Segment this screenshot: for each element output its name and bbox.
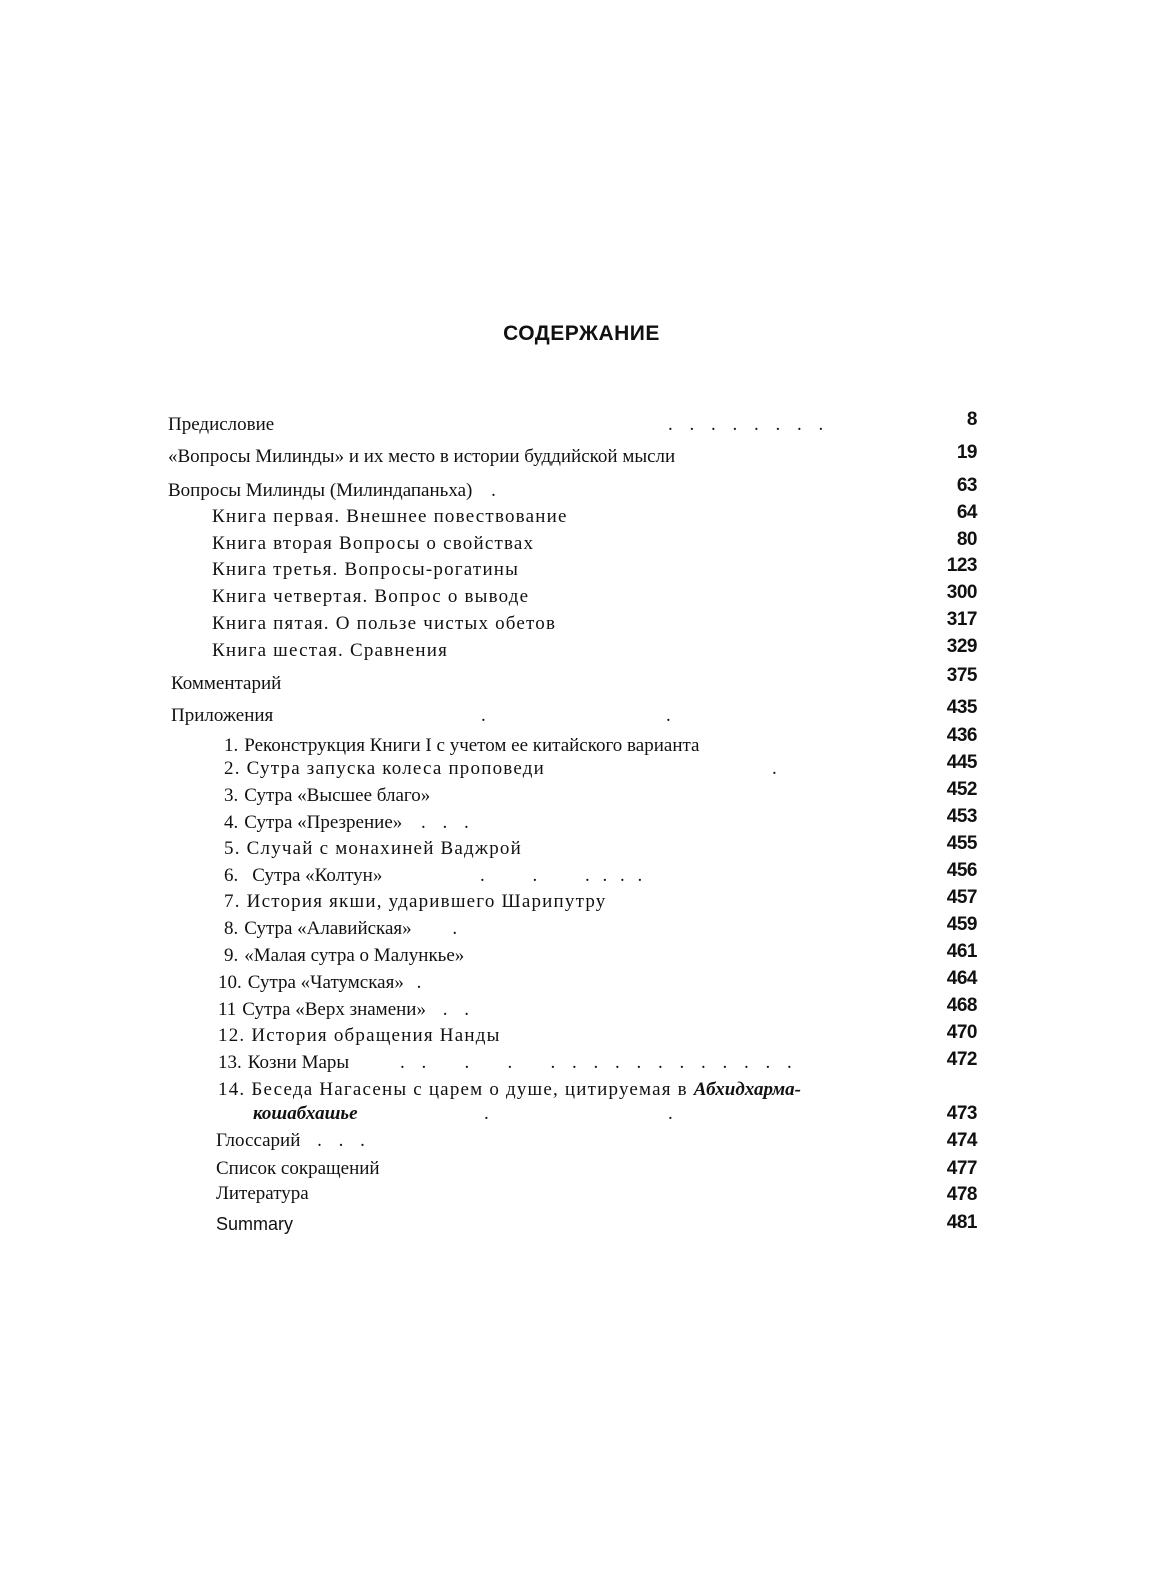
toc-leader: . . . — [421, 812, 475, 833]
toc-page-number: 329 — [946, 636, 977, 657]
toc-entry-number: 5. — [224, 838, 241, 859]
toc-leader: . . . — [317, 1130, 371, 1151]
toc-entry-number: 9. — [224, 945, 239, 966]
toc-entry-text: Книга третья. Вопросы-рогатины — [212, 559, 520, 580]
toc-leader: . . . . . . . . . . . . . . . . — [400, 1052, 798, 1073]
toc-leader: . — [452, 918, 464, 939]
toc-entry-text: Сутра «Алавийская» — [244, 918, 412, 939]
toc-entry-text: Литература — [216, 1183, 309, 1204]
toc-entry-text: Книга пятая. О пользе чистых обетов — [212, 613, 557, 634]
toc-page-number: 478 — [946, 1184, 977, 1205]
toc-page-number: 453 — [946, 806, 977, 827]
toc-entry-number: 8. — [224, 918, 239, 939]
toc-page-number: 464 — [946, 968, 977, 989]
toc-entry-text: Сутра «Колтун» — [252, 865, 383, 886]
toc-page-number: 19 — [956, 442, 977, 463]
toc-entry — [212, 583, 529, 611]
toc-entry — [171, 702, 671, 730]
toc-entry-text: Список сокращений — [216, 1158, 380, 1179]
toc-leader: . — [772, 758, 777, 779]
toc-page-number: 452 — [946, 779, 977, 800]
toc-entry-number: 4. — [224, 812, 239, 833]
toc-entry-text: Комментарий — [171, 673, 282, 694]
toc-page-number: 459 — [946, 914, 977, 935]
toc-entry-text: История обращения Нанды — [251, 1025, 501, 1046]
toc-entry — [218, 996, 475, 1024]
toc-entry-text: Козни Мары — [247, 1052, 350, 1073]
toc-page-number: 435 — [946, 697, 977, 718]
toc-page-number: 123 — [946, 555, 977, 576]
toc-entry-number: 7. — [224, 891, 241, 912]
toc-page-number: 64 — [956, 502, 977, 523]
toc-entry-text: История якши, ударившего Шарипутру — [246, 891, 607, 912]
toc-entry — [212, 530, 534, 558]
toc-entry-text: Глоссарий — [216, 1130, 301, 1151]
toc-page-number: 477 — [946, 1158, 977, 1179]
toc-entry — [216, 1210, 293, 1238]
toc-leader: . — [484, 1103, 489, 1124]
toc-leader: . . — [442, 999, 475, 1020]
toc-entry — [224, 835, 522, 863]
toc-entry — [216, 1127, 371, 1155]
page-title: СОДЕРЖАНИЕ — [503, 322, 660, 345]
toc-entry-text: Предисловие — [168, 414, 275, 435]
toc-entry — [224, 809, 475, 837]
toc-entry-text: «Вопросы Милинды» и их место в истории буддийской мысли — [168, 446, 676, 467]
toc-entry-number: 12. — [218, 1025, 246, 1046]
toc-entry — [253, 1100, 673, 1128]
toc-entry — [216, 1180, 309, 1208]
toc-entry-number: 6. — [224, 865, 239, 886]
toc-page-number: 80 — [956, 529, 977, 550]
toc-page-number: 481 — [946, 1212, 977, 1233]
toc-entry-text: Сутра «Верх знамени» — [242, 999, 426, 1020]
toc-entry — [224, 942, 464, 970]
toc-page-number: 472 — [946, 1049, 977, 1070]
toc-entry-text: Приложения — [171, 705, 274, 726]
toc-entry — [168, 411, 830, 439]
toc-entry-text: Книга четвертая. Вопрос о выводе — [212, 586, 530, 607]
toc-entry-number: 13. — [218, 1052, 242, 1073]
toc-entry-text-italic: кошабхашье — [253, 1103, 358, 1124]
toc-entry — [218, 1049, 798, 1077]
toc-entry — [224, 915, 463, 943]
toc-page-number: 317 — [946, 609, 977, 630]
toc-entry-text: Случай с монахиней Ваджрой — [246, 838, 522, 859]
toc-entry-text: Книга вторая Вопросы о свойствах — [212, 533, 535, 554]
toc-page-number: 8 — [966, 409, 977, 430]
toc-page-number: 457 — [946, 887, 977, 908]
toc-leader: . — [481, 705, 486, 726]
toc-entry — [168, 443, 675, 471]
toc-leader: . — [666, 705, 671, 726]
toc-entry-text: Сутра «Чатумская» — [247, 972, 404, 993]
toc-entry-text: Книга шестая. Сравнения — [212, 640, 449, 661]
toc-page-number: 300 — [946, 582, 977, 603]
toc-entry-text: Вопросы Милинды (Милиндапаньха) — [168, 480, 473, 501]
toc-page-number: 456 — [946, 860, 977, 881]
toc-leader: . — [668, 1103, 673, 1124]
toc-entry-text: Реконструкция Книги I с учетом ее китайского варианта — [244, 735, 700, 756]
toc-entry-text: Сутра «Презрение» — [244, 812, 403, 833]
toc-leader: . — [416, 972, 428, 993]
toc-entry-text: Сутра запуска колеса проповеди — [246, 758, 545, 779]
toc-entry-number: 14. — [218, 1079, 246, 1100]
toc-entry — [224, 862, 647, 890]
toc-leader: . — [491, 480, 502, 501]
toc-entry — [224, 888, 607, 916]
toc-entry — [224, 782, 430, 810]
toc-entry-text-italic: Абхидхарма- — [693, 1079, 801, 1100]
toc-page-number: 470 — [946, 1022, 977, 1043]
toc-page-number: 461 — [946, 941, 977, 962]
toc-entry-number: 3. — [224, 785, 239, 806]
toc-entry-number: 11 — [218, 999, 237, 1020]
toc-entry-text: Книга первая. Внешнее повествование — [212, 506, 568, 527]
toc-page-number: 468 — [946, 995, 977, 1016]
toc-entry-number: 1. — [224, 735, 239, 756]
toc-entry-text: Беседа Нагасены с царем о душе, цитируемая в — [251, 1079, 688, 1100]
toc-entry-text: Сутра «Высшее благо» — [244, 785, 431, 806]
toc-page-number: 436 — [946, 725, 977, 746]
toc-page-number: 63 — [956, 475, 977, 496]
toc-entry-number: 2. — [224, 758, 241, 779]
toc-entry — [218, 969, 427, 997]
toc-entry — [212, 637, 448, 665]
toc-leader: . . . . . . — [480, 865, 647, 886]
toc-entry — [171, 670, 281, 698]
toc-entry — [216, 1155, 380, 1183]
toc-page-number: 375 — [946, 665, 977, 686]
toc-entry-text: Summary — [216, 1214, 294, 1234]
toc-entry — [218, 1022, 501, 1050]
toc-page-number: 473 — [946, 1103, 977, 1124]
toc-entry — [212, 610, 556, 638]
toc-leader: . . . . . . . . — [668, 414, 830, 435]
toc-entry-number: 10. — [218, 972, 242, 993]
toc-page-number: 445 — [946, 752, 977, 773]
toc-entry — [224, 755, 777, 783]
toc-entry — [168, 477, 502, 505]
toc-page-number: 474 — [946, 1130, 977, 1151]
toc-entry — [212, 503, 568, 531]
toc-entry — [212, 556, 519, 584]
toc-page-number: 455 — [946, 833, 977, 854]
toc-entry-text: «Малая сутра о Малункье» — [244, 945, 465, 966]
